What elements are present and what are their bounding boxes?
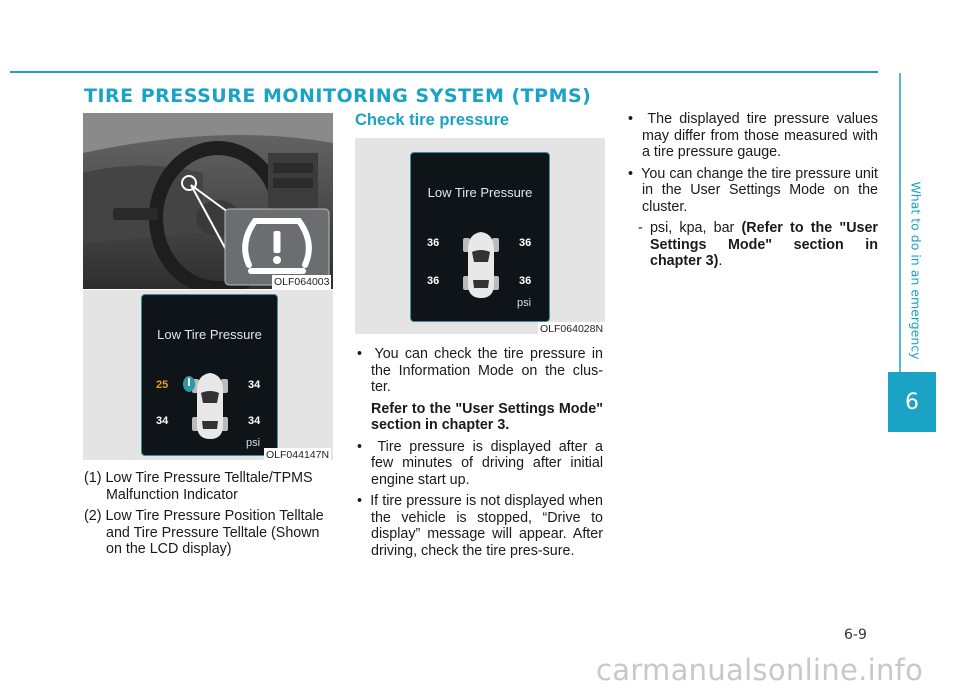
list-item-1: (1) Low Tire Pressure Telltale/TPMS Malfunction Indicator (84, 470, 313, 503)
check-display (410, 152, 550, 322)
middle-bullet-3: • If tire pressure is not displayed when the vehicle is stopped, “Drive to display” message will appear. After driving, check the tire pres-sure. (357, 493, 603, 559)
chapter-number-tab[interactable]: 6 (888, 372, 936, 432)
tire-rear-left-value: 34 (156, 415, 169, 427)
tire-front-left-value: 25 (156, 379, 169, 391)
dashboard-illustration (83, 113, 333, 289)
right-column (628, 111, 878, 275)
cluster-unit-label: psi (246, 437, 261, 449)
tire-position-warning-icon (182, 375, 196, 393)
watermark: carmanualsonline.info (596, 653, 924, 687)
check-car-top-view-icon (461, 229, 501, 301)
dashboard-photo (83, 113, 333, 289)
middle-column (357, 346, 603, 564)
header-rule (10, 71, 878, 73)
list-item-2: (2) Low Tire Pressure Position Telltale and Tire Pressure Telltale (Shown on the LCD display) (84, 508, 324, 557)
cluster-photo (83, 290, 333, 460)
check-rear-right-value: 36 (519, 275, 532, 287)
check-caption: OLF064028N (540, 323, 604, 335)
cluster-display-title: Low Tire Pressure (157, 327, 262, 342)
right-bullet-2: • You can change the tire pressure unit in the User Settings Mode on the cluster. (628, 165, 879, 215)
middle-bullet-1: • You can check the tire pressure in the Information Mode on the clus-ter. (357, 346, 603, 395)
page-number: 6-9 (844, 627, 867, 643)
right-bullet-1: • The displayed tire pressure values may differ from those measured with a tire pressure gauge. (628, 111, 878, 160)
dashboard-caption: OLF064003 (274, 276, 330, 288)
left-column (84, 470, 336, 563)
section-title: TIRE PRESSURE MONITORING SYSTEM (TPMS) (84, 85, 592, 107)
tire-front-right-value: 34 (248, 379, 261, 391)
check-pressure-photo (355, 138, 605, 334)
check-front-right-value: 36 (519, 237, 532, 249)
check-display-title: Low Tire Pressure (427, 185, 533, 200)
check-tire-pressure-heading: Check tire pressure (355, 111, 510, 129)
cluster-display (141, 294, 278, 456)
tire-rear-right-value: 34 (248, 415, 261, 427)
side-tab-label: What to do in an emergency (908, 180, 924, 360)
middle-bullet-2: • Tire pressure is displayed after a few minutes of driving after initial engine start up. (357, 438, 603, 488)
middle-bold-note: Refer to the "User Settings Mode" section in chapter 3. (371, 400, 603, 433)
check-unit-label: psi (517, 297, 532, 309)
right-sub-item: - psi, kpa, bar (Refer to the "User Settings Mode" section in chapter 3). (638, 220, 878, 269)
cluster-caption: OLF044147N (266, 449, 330, 461)
check-front-left-value: 36 (427, 237, 440, 249)
check-rear-left-value: 36 (427, 275, 440, 287)
car-top-view-icon (190, 371, 230, 441)
